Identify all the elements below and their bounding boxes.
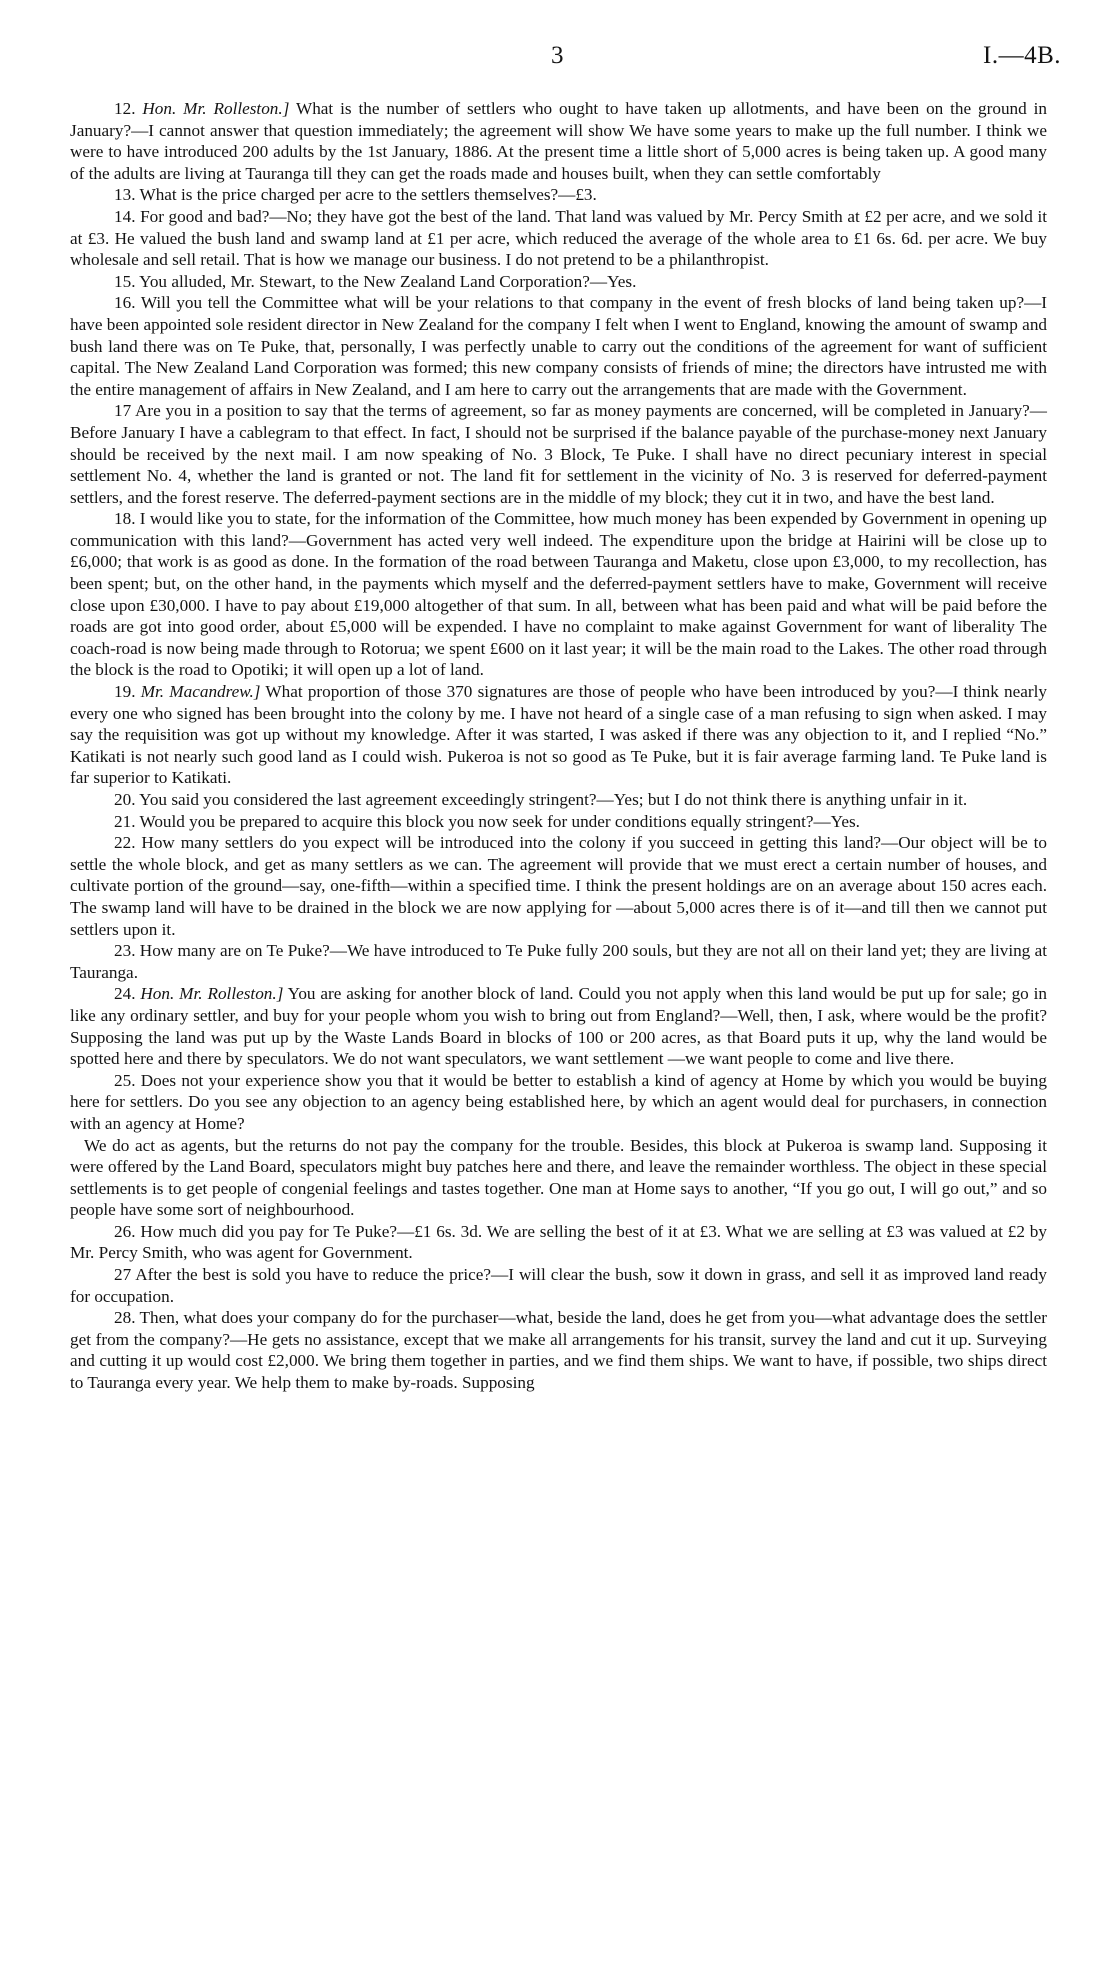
body-text	[70, 98, 1047, 1394]
paragraph-14	[70, 206, 1047, 271]
page-header	[0, 42, 1114, 76]
speaker-name: Hon. Mr. Rolleston.]	[140, 984, 284, 1004]
question-number: 19.	[114, 682, 136, 702]
paragraph-text: You said you considered the last agreement exceedingly stringent?—Yes; but I do not think there is anything unfair in it.	[135, 790, 968, 809]
paragraph-22	[70, 832, 1047, 940]
paragraph-text: Will you tell the Committee what will be your relations to that company in the event of fresh blocks of land being taken up?—I have been appointed sole resident director in New Zealand for the company I felt when I went to England, knowing the amount of swamp and bush land there was on Te Puke, that, personally, I was perfectly unable to carry out the conditions of the agreement for want of sufficient capital. The New Zealand Land Corporation was formed; this new company consists of friends of mine; the directors have intrusted me with the entire management of affairs in New Zealand, and I am here to carry out the arrangements that are made with the Government.	[70, 293, 1048, 399]
question-number: 22.	[114, 833, 136, 853]
paragraph-25	[70, 1070, 1047, 1135]
question-number: 14.	[114, 206, 136, 226]
paragraph-text: What is the price charged per acre to the settlers themselves?—£3.	[135, 185, 597, 205]
paragraph-text: After the best is sold you have to reduce the price?—I will clear the bush, sow it down in grass, and sell it as improved land ready for occupation.	[70, 1265, 1047, 1306]
paragraph-text: I would like you to state, for the information of the Committee, how much money has been expended by Government in opening up communication with this land?—Government has acted very well indeed. The expenditure upon the bridge at Hairini will be close up to £6,000; that work is as good as done. In the formation of the road between Tauranga and Maketu, close upon £3,000, to my recollection, has been spent; but, on the other hand, in the payments which myself and the deferred-payment settlers have to make, Government will receive close upon £30,000. I have to pay about £19,000 altogether of that sum. In all, between what has been paid and what will be paid before the roads are got into good order, about £5,000 will be expended. I have no complaint to make against Government for want of liberality The coach-road is now being made through to Rotorua; we spent £600 on it last year; it will be the main road to the Lakes. The other road through the block is the road to Opotiki; it will open up a lot of land.	[70, 509, 1047, 680]
question-number: 13.	[114, 185, 136, 205]
paragraph-12	[70, 98, 1047, 184]
paragraph-25-answer	[70, 1135, 1047, 1221]
question-number: 17	[114, 401, 132, 421]
paragraph-24	[70, 983, 1047, 1069]
paragraph-27	[70, 1264, 1047, 1307]
paragraph-text: We do act as agents, but the returns do not pay the company for the trouble. Besides, this block at Pukeroa is swamp land. Supposing it were offered by the Land Board, speculators might buy patches here and there, and leave the remainder worthless. The object in these special settlements is to get people of congenial feelings and tastes together. One man at Home says to another, “If you go out, I will go out,” and so people have some sort of neighbourhood.	[70, 1135, 1047, 1220]
question-number: 25.	[114, 1070, 136, 1090]
paragraph-text: What proportion of those 370 signatures are those of people who have been introduced by you?—I think nearly every one who signed has been brought into the colony by me. I have not heard of a single case of a man refusing to sign when asked. I may say the requisition was got up without my knowledge. After it was started, I was asked if there was any objection to it, and I replied “No.” Katikati is not nearly such good land as I could wish. Pukeroa is not so good as Te Puke, but it is fair average farming land. Te Puke land is far superior to Katikati.	[70, 682, 1047, 788]
paragraph-19	[70, 681, 1047, 789]
paragraph-text: Does not your experience show you that it would be better to establish a kind of agency at Home by which you would be buying here for settlers. Do you see any objection to an agency being established here, by which an agent would deal for purchasers, in connection with an agency at Home?	[70, 1070, 1047, 1133]
question-number: 21.	[114, 811, 136, 831]
paragraph-15	[70, 271, 1047, 293]
speaker-name: Hon. Mr. Rolleston.]	[142, 99, 290, 118]
question-number: 16.	[114, 293, 136, 313]
question-number: 27	[114, 1265, 132, 1285]
question-number: 26.	[114, 1221, 136, 1241]
question-number: 18.	[114, 509, 136, 529]
paragraph-13	[70, 184, 1047, 206]
paragraph-text: You are asking for another block of land. Could you not apply when this land would be put up for sale; go in like any ordinary settler, and buy for your people whom you wish to bring out from England?—Well, then, I ask, where would be the profit? Supposing the land was put up by the Waste Lands Board in blocks of 100 or 200 acres, as that Board puts it up, why the land would be spotted here and there by speculators. We do not want speculators, we want settlement —we want people to come and live there.	[70, 984, 1048, 1069]
paragraph-text: How many are on Te Puke?—We have introduced to Te Puke fully 200 souls, but they are not all on their land yet; they are living at Tauranga.	[70, 941, 1047, 982]
paragraph-26	[70, 1221, 1047, 1264]
paragraph-17	[70, 400, 1047, 508]
paragraph-23	[70, 940, 1047, 983]
paragraph-text: How many settlers do you expect will be introduced into the colony if you succeed in getting this land?—Our object will be to settle the whole block, and get as many settlers as we can. The agreement will provide that we must erect a certain number of houses, and cultivate portion of the ground—say, one-fifth—within a specified time. I think the present holdings are on an average about 150 acres each. The swamp land will have to be drained in the block we are now applying for —about 5,000 acres there is of it—and till then we cannot put settlers upon it.	[70, 833, 1047, 939]
paragraph-text: Are you in a position to say that the terms of agreement, so far as money payments are concerned, will be completed in January?—Before January I have a cablegram to that effect. In fact, I should not be surprised if the balance payable of the purchase-money next January should be received by the next mail. I am now speaking of No. 3 Block, Te Puke. I shall have no direct pecuniary interest in special settlement No. 4, whether the land is granted or not. The land fit for settlement in the vicinity of No. 3 is reserved for deferred-payment settlers, and the forest reserve. The deferred-payment sections are in the middle of my block; they cut it in two, and have the best land.	[70, 401, 1047, 507]
question-number: 28.	[114, 1308, 136, 1328]
paragraph-28	[70, 1307, 1047, 1393]
question-number: 24.	[114, 984, 136, 1004]
paragraph-21	[70, 811, 1047, 833]
speaker-name: Mr. Macandrew.]	[140, 682, 261, 702]
question-number: 15.	[114, 271, 136, 291]
page-number: 3	[551, 42, 564, 69]
question-number: 12.	[114, 99, 136, 118]
paragraph-text: Then, what does your company do for the purchaser—what, beside the land, does he get from you—what advantage does the settler get from the company?—He gets no assistance, except that we make all arrangements for his transit, survey the land and cut it up. Surveying and cutting it up would cost £2,000. We bring them together in parties, and we find them ships. We want to have, if possible, two ships direct to Tauranga every year. We help them to make by-roads. Supposing	[70, 1308, 1047, 1393]
paragraph-text: For good and bad?—No; they have got the best of the land. That land was valued by Mr. Percy Smith at £2 per acre, and we sold it at £3. He valued the bush land and swamp land at £1 per acre, which reduced the average of the whole area to £1 6s. 6d. per acre. We buy wholesale and sell retail. That is how we manage our business. I do not pretend to be a philanthropist.	[70, 206, 1047, 270]
paragraph-text: Would you be prepared to acquire this block you now seek for under conditions equally stringent?—Yes.	[135, 811, 860, 831]
paragraph-text: What is the number of settlers who ought to have taken up allotments, and have been on the ground in January?—I cannot answer that question immediately; the agreement will show We have some years to make up the full number. I think we were to have introduced 200 adults by the 1st January, 1886. At the present time a little short of 5,000 acres is being taken up. A good many of the adults are living at Tauranga till they can get the roads made and houses built, when they can settle comfortably	[70, 99, 1048, 183]
paragraph-20	[70, 789, 1047, 811]
document-reference: I.—4B.	[983, 42, 1061, 69]
paragraph-text: You alluded, Mr. Stewart, to the New Zealand Land Corporation?—Yes.	[135, 271, 637, 291]
paragraph-16	[70, 292, 1047, 400]
paragraph-text: How much did you pay for Te Puke?—£1 6s. 3d. We are selling the best of it at £3. What we are selling at £3 was valued at £2 by Mr. Percy Smith, who was agent for Government.	[70, 1221, 1047, 1263]
question-number: 20.	[114, 790, 136, 809]
paragraph-18	[70, 508, 1047, 681]
question-number: 23.	[114, 941, 136, 961]
